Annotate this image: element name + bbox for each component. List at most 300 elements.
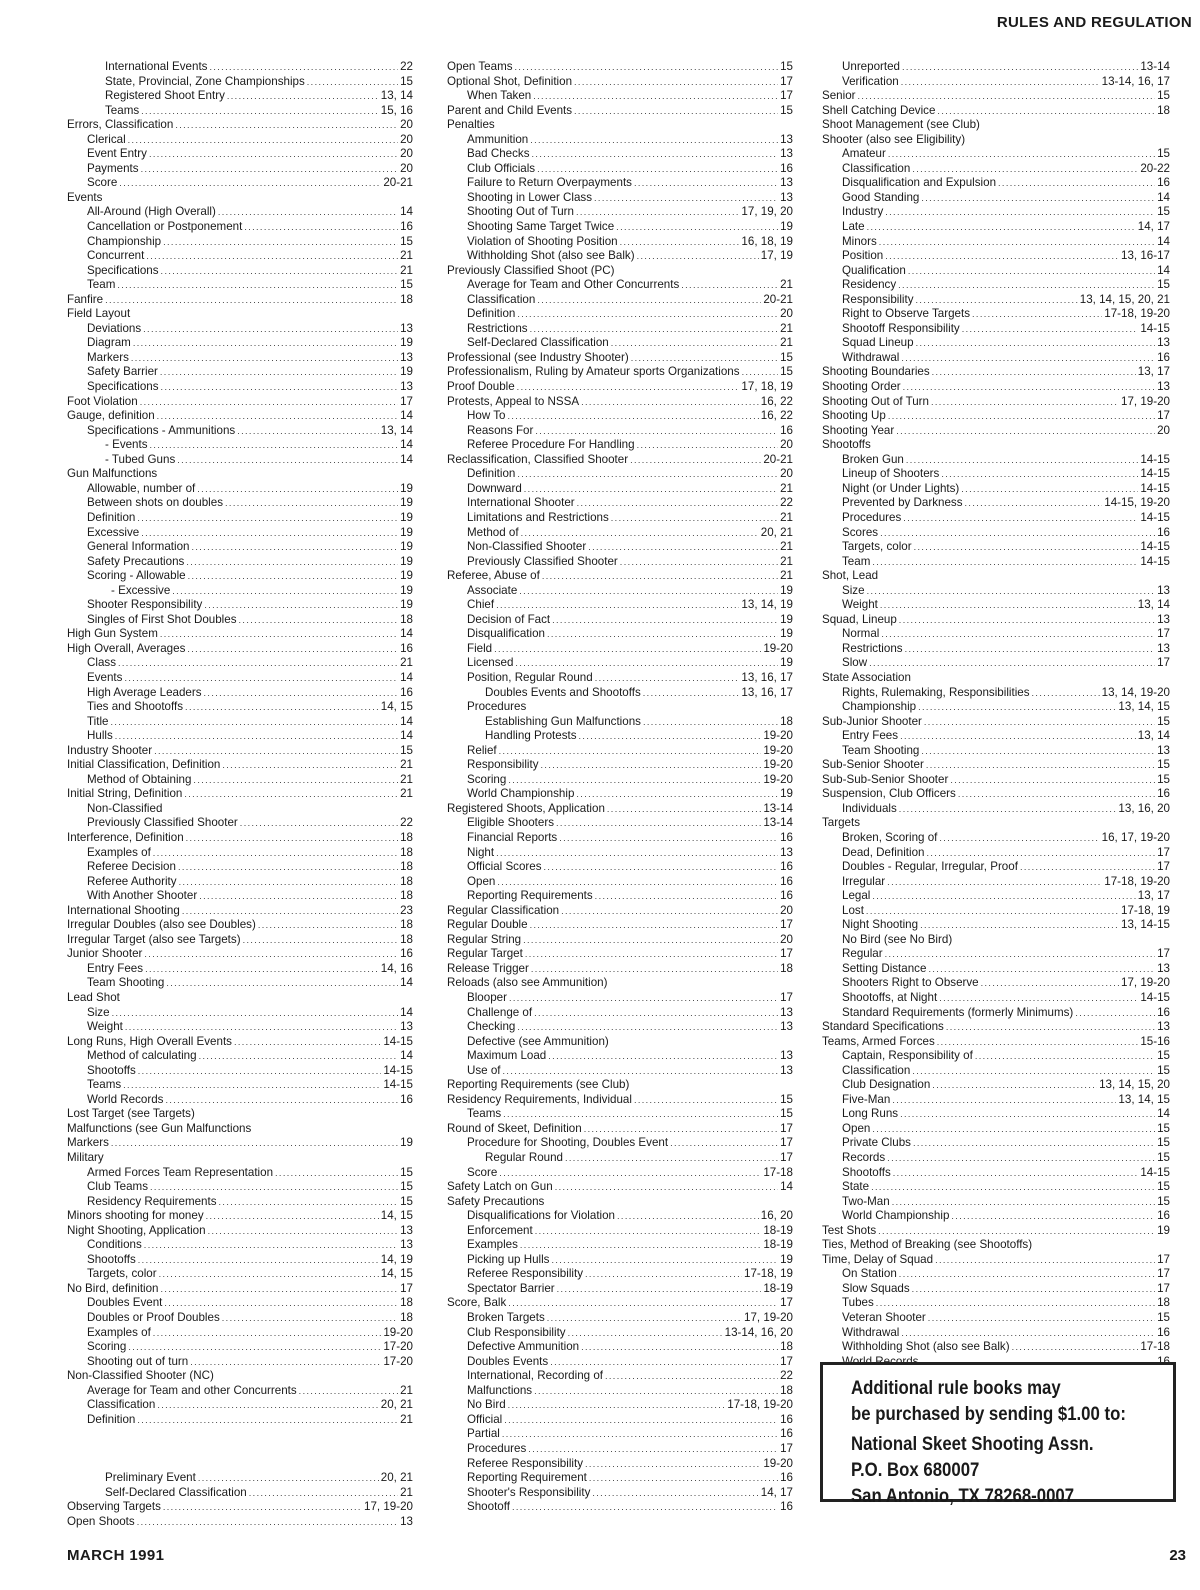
dot-leader [178, 860, 398, 875]
dot-leader [900, 729, 1136, 744]
index-page-ref: 13, 14 [1137, 598, 1170, 612]
index-term: Score [467, 1165, 498, 1179]
index-term: Handling Protests [485, 729, 577, 743]
index-page-ref: 19 [1157, 1223, 1170, 1237]
index-entry [67, 1064, 413, 1079]
index-page-ref: 15 [1157, 278, 1170, 292]
index-page-ref: 13 [400, 1238, 413, 1252]
index-page-ref: 17 [780, 1441, 793, 1455]
notice-line: Additional rule books may [851, 1377, 1061, 1399]
index-term: General Information [87, 540, 190, 554]
index-entry [67, 1471, 413, 1486]
index-term: Field [467, 641, 493, 655]
index-term: Shootoffs [822, 438, 871, 452]
index-entry [67, 700, 413, 715]
index-term: Use of [467, 1063, 501, 1077]
dot-leader [105, 293, 398, 308]
index-page-ref: 19 [780, 612, 793, 626]
index-entry [67, 555, 413, 570]
index-page-ref: 13 [1157, 1020, 1170, 1034]
index-page-ref: 21 [780, 554, 793, 568]
index-term: Events [87, 670, 123, 684]
index-term: Gauge, definition [67, 409, 155, 423]
index-page-ref: 19 [400, 336, 413, 350]
index-term: Cancellation or Postponement [87, 220, 243, 234]
dot-leader [887, 1151, 1155, 1166]
index-page-ref: 20 [400, 161, 413, 175]
index-entry [447, 1355, 793, 1370]
index-entry [822, 1151, 1170, 1166]
index-term: Official Scores [467, 860, 542, 874]
index-term: Average for Team and other Concurrents [87, 1383, 297, 1397]
index-entry [447, 1253, 793, 1268]
index-page-ref: 16 [1157, 787, 1170, 801]
index-term: Shootoffs [87, 1063, 136, 1077]
index-entry [822, 889, 1170, 904]
index-term: Registered Shoot Entry [105, 89, 225, 103]
index-term: Reporting Requirement [467, 1471, 587, 1485]
dot-leader [141, 526, 398, 541]
index-entry [822, 264, 1170, 279]
index-page-ref: 15 [1157, 1180, 1170, 1194]
index-term: Standard Requirements (formerly Minimums) [842, 1005, 1074, 1019]
index-term: Shooting Out of Turn [467, 205, 574, 219]
index-page-ref: 17-18 [1140, 1340, 1170, 1354]
index-page-ref: 21 [780, 481, 793, 495]
index-term: Private Clubs [842, 1136, 911, 1150]
index-term: Open [842, 1121, 871, 1135]
dot-leader [898, 278, 1155, 293]
index-entry [67, 889, 413, 904]
index-entry [447, 1442, 793, 1457]
index-page-ref: 17, 19-20 [364, 1500, 413, 1514]
index-term: Proof Double [447, 380, 515, 394]
index-page-ref: 13 [780, 845, 793, 859]
dot-leader [559, 831, 778, 846]
index-page-ref: 15 [1157, 89, 1170, 103]
index-page-ref: 15-16 [1140, 1034, 1170, 1048]
index-entry [67, 1035, 413, 1050]
index-term: Shootoff Responsibility [842, 321, 960, 335]
index-term: Doubles or Proof Doubles [87, 1311, 220, 1325]
index-column-3 [822, 60, 1170, 1369]
index-term: Registered Shoots, Application [447, 801, 605, 815]
dot-leader [589, 1471, 778, 1486]
dot-leader [198, 1471, 379, 1486]
index-entry [447, 700, 793, 715]
index-entry [67, 875, 413, 890]
index-term: Definition [87, 510, 136, 524]
index-page-ref: 13-14 [763, 801, 793, 815]
dot-leader [1012, 1340, 1139, 1355]
index-term: Partial [467, 1427, 500, 1441]
dot-leader [547, 627, 778, 642]
index-entry [447, 89, 793, 104]
index-entry [447, 1369, 793, 1384]
index-term: Restrictions [467, 321, 528, 335]
index-entry [447, 569, 793, 584]
index-term: Scoring [467, 772, 507, 786]
index-page-ref: 14 [400, 438, 413, 452]
dot-leader [584, 1122, 778, 1137]
index-term: Classification [467, 292, 536, 306]
index-entry [822, 1035, 1170, 1050]
dot-leader [123, 1078, 381, 1093]
index-page-ref: 17 [780, 1121, 793, 1135]
index-term: Shooting Order [822, 380, 901, 394]
index-page-ref: 13 [780, 176, 793, 190]
index-term: Specifications [87, 380, 159, 394]
index-page-ref: 16 [780, 830, 793, 844]
index-page-ref: 21 [400, 772, 413, 786]
index-entry [822, 482, 1170, 497]
dot-leader [137, 1515, 398, 1530]
index-page-ref: 14 [400, 976, 413, 990]
index-page-ref: 18 [400, 1296, 413, 1310]
index-entry [447, 511, 793, 526]
index-term: Classification [87, 1398, 156, 1412]
index-entry [447, 555, 793, 570]
dot-leader [576, 787, 778, 802]
index-entry [447, 729, 793, 744]
index-entry [447, 598, 793, 613]
index-page-ref: 15 [1157, 758, 1170, 772]
index-term: Shooting in Lower Class [467, 190, 593, 204]
index-entry [822, 453, 1170, 468]
index-term: Responsibility [467, 758, 539, 772]
index-term: Observing Targets [67, 1500, 161, 1514]
index-term: Downward [467, 481, 522, 495]
index-term: Team [87, 278, 116, 292]
index-page-ref: 18 [400, 1311, 413, 1325]
index-entry [822, 278, 1170, 293]
index-entry [447, 1500, 793, 1515]
index-page-ref: 13 [400, 1020, 413, 1034]
index-term: Doubles - Regular, Irregular, Proof [842, 860, 1018, 874]
index-entry [447, 976, 793, 991]
index-term: Scores [842, 525, 879, 539]
dot-leader [637, 249, 759, 264]
dot-leader [508, 1398, 726, 1413]
dot-leader [530, 322, 779, 337]
dot-leader [541, 758, 762, 773]
index-entry [447, 1427, 793, 1442]
index-entry [822, 1093, 1170, 1108]
index-term: Maximum Load [467, 1049, 547, 1063]
index-term: Late [842, 220, 865, 234]
index-page-ref: 14 [400, 452, 413, 466]
index-term: Reporting Requirements (see Club) [447, 1078, 630, 1092]
dot-leader [900, 1107, 1155, 1122]
index-entry [822, 933, 1170, 948]
index-term: No Bird (see No Bird) [842, 932, 953, 946]
dot-leader [117, 278, 398, 293]
dot-leader [914, 540, 1139, 555]
index-term: Licensed [467, 656, 514, 670]
dot-leader [950, 773, 1155, 788]
index-entry [67, 104, 413, 119]
dot-leader [530, 133, 778, 148]
dot-leader [275, 1166, 398, 1181]
index-page-ref: 17 [1157, 845, 1170, 859]
index-page-ref: 13, 16, 17 [741, 685, 793, 699]
index-entry [67, 671, 413, 686]
index-term: Prevented by Darkness [842, 496, 963, 510]
index-term: Shoot Management (see Club) [822, 118, 980, 132]
index-page-ref: 16, 22 [760, 394, 793, 408]
index-page-ref: 16 [780, 1500, 793, 1514]
index-entry [67, 1355, 413, 1370]
index-entry [67, 540, 413, 555]
index-page-ref: 15 [400, 743, 413, 757]
index-page-ref: 13 [1157, 336, 1170, 350]
index-page-ref: 16 [780, 161, 793, 175]
dot-leader [998, 176, 1155, 191]
index-term: Classification [842, 161, 911, 175]
index-term: Limitations and Restrictions [467, 510, 609, 524]
index-term: Entry Fees [842, 729, 899, 743]
dot-leader [204, 598, 398, 613]
index-page-ref: 19 [400, 496, 413, 510]
index-page-ref: 20-21 [763, 292, 793, 306]
dot-leader [637, 438, 779, 453]
index-term: Ties, Method of Breaking (see Shootoffs) [822, 1238, 1033, 1252]
index-entry [67, 1398, 413, 1413]
dot-leader [494, 642, 761, 657]
index-term: Records [842, 1151, 886, 1165]
index-entry [822, 395, 1170, 410]
index-entry [67, 976, 413, 991]
dot-leader [157, 409, 398, 424]
index-page-ref: 13 [400, 1223, 413, 1237]
dot-leader [153, 846, 398, 861]
index-term: Open Shoots [67, 1514, 135, 1528]
index-entry [822, 293, 1170, 308]
dot-leader [585, 1457, 761, 1472]
index-page-ref: 20, 21 [380, 1398, 413, 1412]
index-entry [822, 671, 1170, 686]
index-entry [447, 991, 793, 1006]
index-page-ref: 13 [780, 1063, 793, 1077]
index-page-ref: 22 [780, 496, 793, 510]
index-entry [447, 220, 793, 235]
index-entry [822, 773, 1170, 788]
dot-leader [912, 1064, 1155, 1079]
index-term: Conditions [87, 1238, 142, 1252]
index-term: Regular Round [485, 1151, 563, 1165]
index-term: Initial String, Definition [67, 787, 183, 801]
index-term: Club Officials [467, 161, 536, 175]
dot-leader [497, 875, 778, 890]
index-term: Hulls [87, 729, 113, 743]
index-term: Definition [467, 307, 516, 321]
index-term: Sub-Junior Shooter [822, 714, 922, 728]
index-entry [822, 409, 1170, 424]
index-term: Regular [842, 947, 883, 961]
index-page-ref: 13-14, 16, 17 [1101, 74, 1170, 88]
index-term: Method of Obtaining [87, 772, 192, 786]
index-term: Enforcement [467, 1223, 533, 1237]
dot-leader [932, 365, 1136, 380]
dot-leader [556, 816, 761, 831]
dot-leader [581, 395, 759, 410]
index-entry [822, 1267, 1170, 1282]
dot-leader [557, 1282, 762, 1297]
index-page-ref: 13, 14, 15 [1118, 700, 1170, 714]
index-entry [822, 700, 1170, 715]
index-term: Procedure for Shooting, Doubles Event [467, 1136, 669, 1150]
index-term: Championship [87, 234, 162, 248]
index-entry [67, 860, 413, 875]
index-page-ref: 13, 17 [1137, 365, 1170, 379]
dot-leader [617, 1209, 759, 1224]
index-term: Size [87, 1005, 110, 1019]
index-entry [447, 467, 793, 482]
index-term: Shell Catching Device [822, 103, 936, 117]
index-page-ref: 21 [400, 1412, 413, 1426]
index-page-ref: 19 [400, 510, 413, 524]
index-page-ref: 15 [1157, 1049, 1170, 1063]
index-term: Preliminary Event [105, 1471, 196, 1485]
index-term: Lost Target (see Targets) [67, 1107, 195, 1121]
index-term: Verification [842, 74, 899, 88]
index-entry [822, 947, 1170, 962]
index-term: Gun Malfunctions [67, 467, 158, 481]
index-term: Dead, Definition [842, 845, 925, 859]
index-page-ref: 16 [1157, 525, 1170, 539]
index-entry [447, 831, 793, 846]
index-entry [822, 875, 1170, 890]
index-entry [822, 555, 1170, 570]
index-term: Scoring [87, 1340, 127, 1354]
dot-leader [892, 1195, 1155, 1210]
dot-leader [199, 889, 398, 904]
index-term: Targets [822, 816, 861, 830]
index-term: Minors [842, 234, 877, 248]
index-term: Round of Skeet, Definition [447, 1121, 582, 1135]
index-page-ref: 20 [400, 132, 413, 146]
index-page-ref: 17 [780, 991, 793, 1004]
index-entry [67, 686, 413, 701]
index-term: Singles of First Shot Doubles [87, 612, 237, 626]
index-term: When Taken [467, 89, 532, 103]
dot-leader [912, 1282, 1155, 1297]
index-page-ref: 21 [780, 321, 793, 335]
index-page-ref: 21 [780, 278, 793, 292]
index-term: Professionalism, Ruling by Amateur sports Organizations [447, 365, 740, 379]
index-page-ref: 17 [780, 89, 793, 103]
index-page-ref: 14 [400, 1049, 413, 1063]
index-term: Specifications - Ammunitions [87, 423, 236, 437]
notice-address-line: San Antonio, TX 78268-0007 [851, 1485, 1075, 1507]
index-entry [447, 1122, 793, 1137]
dot-leader [595, 889, 778, 904]
index-term: Ties and Shootoffs [87, 700, 184, 714]
index-term: Eligible Shooters [467, 816, 555, 830]
index-entry [822, 715, 1170, 730]
page-number: 23 [1169, 1547, 1186, 1564]
index-entry [67, 846, 413, 861]
index-entry [447, 1180, 793, 1195]
index-entry [447, 540, 793, 555]
index-page-ref: 22 [780, 1369, 793, 1383]
index-entry [67, 205, 413, 220]
index-page-ref: 16 [1157, 1354, 1170, 1368]
dot-leader [681, 278, 778, 293]
index-page-ref: 16 [400, 1092, 413, 1106]
index-entry [822, 584, 1170, 599]
index-page-ref: 13 [780, 1049, 793, 1063]
index-page-ref: 17, 19, 20 [741, 205, 793, 219]
index-page-ref: 13 [400, 321, 413, 335]
index-entry [67, 802, 413, 817]
dot-leader [867, 584, 1156, 599]
dot-leader [1020, 860, 1155, 875]
index-page-ref: 13 [1157, 743, 1170, 757]
index-entry [822, 1006, 1170, 1021]
dot-leader [939, 831, 1099, 846]
index-entry [447, 424, 793, 439]
dot-leader [161, 1282, 399, 1297]
index-page-ref: 17, 19-20 [1121, 976, 1170, 990]
index-term: State Association [822, 670, 911, 684]
index-entry [67, 904, 413, 919]
index-page-ref: 19 [400, 598, 413, 612]
index-page-ref: 14-15 [1140, 991, 1170, 1004]
index-entry [822, 1049, 1170, 1064]
index-term: Two-Man [842, 1194, 890, 1208]
index-term: Legal [842, 889, 871, 903]
index-term: Examples of [87, 845, 151, 859]
index-entry [822, 118, 1170, 133]
index-entry [67, 1326, 413, 1341]
index-entry [447, 1049, 793, 1064]
index-entry [822, 1195, 1170, 1210]
index-page-ref: 13 [1157, 612, 1170, 626]
index-entry [447, 613, 793, 628]
index-term: Defective (see Ammunition) [467, 1034, 609, 1048]
index-page-ref: 15 [1157, 147, 1170, 161]
index-entry [447, 1457, 793, 1472]
index-page-ref: 22 [400, 60, 413, 73]
index-term: International, Recording of [467, 1369, 603, 1383]
dot-leader [574, 104, 778, 119]
index-page-ref: 17-18, 19 [1121, 903, 1170, 917]
dot-leader [881, 627, 1155, 642]
index-term: Scoring - Allowable [87, 569, 186, 583]
index-page-ref: 13, 14, 19-20 [1101, 685, 1170, 699]
index-entry [67, 962, 413, 977]
index-entry [447, 933, 793, 948]
index-term: Optional Shot, Definition [447, 74, 573, 88]
dot-leader [133, 336, 398, 351]
index-page-ref: 14, 15 [380, 700, 413, 714]
index-page-ref: 14 [400, 627, 413, 641]
index-page-ref: 17 [1157, 1281, 1170, 1295]
dot-leader [206, 1209, 379, 1224]
index-term: Previously Classified Shoot (PC) [447, 263, 615, 277]
index-page-ref: 14, 15 [380, 1267, 413, 1281]
dot-leader [905, 642, 1156, 657]
index-entry [67, 1166, 413, 1181]
index-entry [447, 758, 793, 773]
index-term: Junior Shooter [67, 947, 143, 961]
index-term: Irregular Doubles (also see Doubles) [67, 918, 256, 932]
index-term: Shooting Out of Turn [822, 394, 929, 408]
index-entry [447, 1020, 793, 1035]
index-entry [67, 1282, 413, 1297]
index-term: No Bird, definition [67, 1281, 159, 1295]
